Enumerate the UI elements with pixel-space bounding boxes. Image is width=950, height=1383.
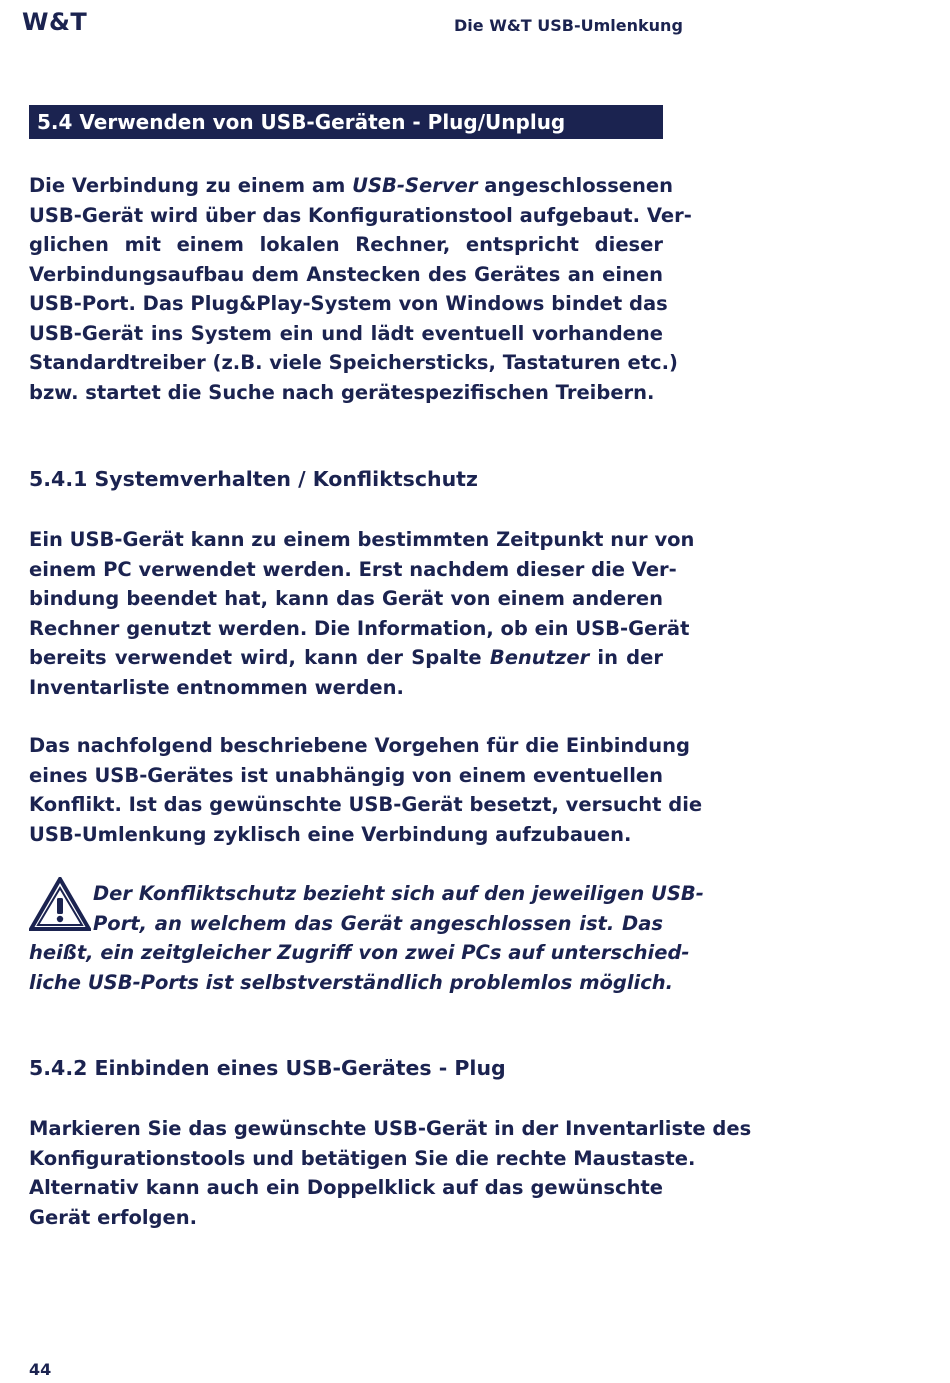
text-run: Die Verbindung zu einem am xyxy=(29,174,353,197)
text-line xyxy=(29,230,663,260)
text-run: Rechner genutzt werden. Die Information, ob ein USB-Gerät xyxy=(29,616,690,640)
text-run: eines USB-Gerätes ist unabhängig von einem eventuellen xyxy=(29,763,663,787)
paragraph-konfliktschutz xyxy=(29,525,695,702)
text-line xyxy=(29,525,695,555)
brand-logo: W&T xyxy=(22,8,88,36)
text-line xyxy=(29,584,663,614)
running-title: Die W&T USB-Umlenkung xyxy=(454,16,683,35)
text-line xyxy=(29,1144,696,1174)
section-heading: 5.4 Verwenden von USB-Geräten - Plug/Unplug xyxy=(29,105,663,139)
subsection-heading-einbinden: 5.4.2 Einbinden eines USB-Gerätes - Plug xyxy=(29,1056,506,1080)
text-run: bzw. startet die Suche nach gerätespezifischen Treibern. xyxy=(29,380,655,404)
text-run: Ein USB-Gerät kann zu einem bestimmten Zeitpunkt nur von xyxy=(29,528,695,551)
text-line xyxy=(29,555,677,585)
text-run: Konfigurationstools und betätigen Sie die rechte Maustaste. xyxy=(29,1146,696,1170)
text-line xyxy=(29,201,692,231)
text-run: bindung beendet hat, kann das Gerät von einem anderen xyxy=(29,587,663,610)
warning-line: heißt, ein zeitgleicher Zugriff von zwei PCs auf unterschied- xyxy=(29,941,690,964)
text-run: USB-Gerät ins System ein und lädt eventuell vorhandene xyxy=(29,321,663,345)
text-line xyxy=(29,171,674,201)
text-run: Verbindungsaufbau dem Anstecken des Gerätes an einen xyxy=(29,262,663,286)
paragraph-vorgehen xyxy=(29,731,703,849)
warning-line: Der Konfliktschutz bezieht sich auf den jeweiligen USB- xyxy=(93,882,704,905)
text-run: Alternativ kann auch ein Doppelklick auf das gewünschte xyxy=(29,1176,663,1199)
text-line xyxy=(29,761,663,791)
text-run: USB-Gerät wird über das Konfigurationstool aufgebaut. Ver- xyxy=(29,203,692,227)
text-line xyxy=(29,673,663,703)
text-line xyxy=(29,1203,663,1233)
text-line xyxy=(29,348,678,378)
text-run: glichen mit einem lokalen Rechner, entspricht dieser xyxy=(29,233,663,256)
text-run: Konflikt. Ist das gewünschte USB-Gerät besetzt, versucht die xyxy=(29,793,703,816)
text-run: Markieren Sie das gewünschte USB-Gerät in der Inventarliste des xyxy=(29,1117,752,1140)
text-line xyxy=(29,378,663,408)
paragraph-einbinden xyxy=(29,1114,752,1232)
text-line xyxy=(29,614,690,644)
text-line xyxy=(29,1114,752,1144)
text-run: bereits verwendet wird, kann der Spalte xyxy=(29,646,490,669)
emphasis-term: USB-Server xyxy=(352,174,478,197)
text-line xyxy=(29,289,668,319)
text-run: Das nachfolgend beschriebene Vorgehen für die Einbindung xyxy=(29,734,690,757)
text-run: in der xyxy=(589,646,663,669)
text-run: einem PC verwendet werden. Erst nachdem dieser die Ver- xyxy=(29,557,677,581)
text-line xyxy=(29,731,690,761)
warning-line: Port, an welchem das Gerät angeschlossen ist. Das xyxy=(93,911,663,935)
intro-paragraph xyxy=(29,171,692,407)
warning-line: liche USB-Ports ist selbstverständlich problemlos möglich. xyxy=(29,970,674,994)
text-run: Gerät erfolgen. xyxy=(29,1205,197,1229)
text-line xyxy=(29,319,663,349)
text-line xyxy=(29,820,663,850)
text-run: Standardtreiber (z.B. viele Speichersticks, Tastaturen etc.) xyxy=(29,351,678,374)
text-run: Inventarliste entnommen werden. xyxy=(29,675,404,699)
text-run: USB-Port. Das Plug&Play-System von Windows bindet das xyxy=(29,292,668,315)
text-run: angeschlossenen xyxy=(477,174,674,197)
text-run: USB-Umlenkung zyklisch eine Verbindung aufzubauen. xyxy=(29,822,632,846)
subsection-heading-systemverhalten: 5.4.1 Systemverhalten / Konfliktschutz xyxy=(29,467,478,491)
text-line xyxy=(29,260,663,290)
warning-note xyxy=(29,879,704,997)
text-line xyxy=(29,790,703,820)
emphasis-term: Benutzer xyxy=(489,646,590,669)
text-line xyxy=(29,1173,663,1203)
page-number: 44 xyxy=(29,1360,52,1379)
text-line xyxy=(29,643,663,673)
warning-triangle-icon xyxy=(29,877,91,931)
